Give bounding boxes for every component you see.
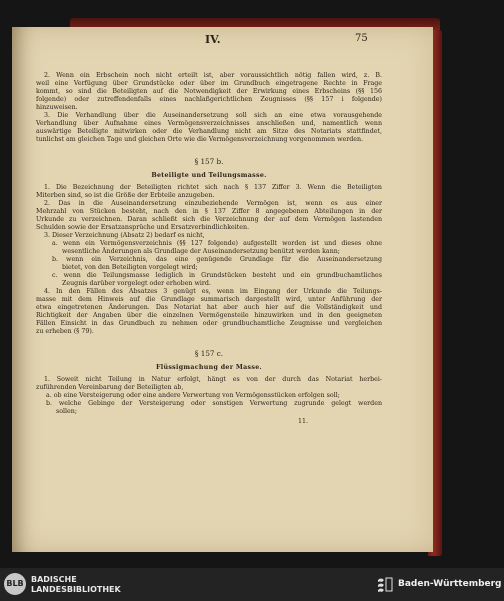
text-line: Schulden sowie der Ersatzansprüche und Ersatzverbindlichkeiten. xyxy=(36,224,250,231)
library-name-line-2: LANDESBIBLIOTHEK xyxy=(31,585,121,594)
text-line: c. wenn die Teilungsmasse lediglich in Grundstücken besteht und ein grundbuchamtliches xyxy=(52,272,382,279)
section-number: § 157 b. xyxy=(194,157,224,166)
text-line: Zeugnis darüber vorgelegt oder erhoben wird. xyxy=(62,280,211,287)
section-heading: Beteiligte und Teilungsmasse. xyxy=(151,172,267,179)
baden-wuerttemberg-lions-icon[interactable] xyxy=(376,576,394,593)
text-line: wesentliche Änderungen als Grundlage der Auseinandersetzung benützt werden kann; xyxy=(62,248,340,255)
section-heading: Flüssigmachung der Masse. xyxy=(156,364,262,371)
text-line: sollen; xyxy=(56,408,77,415)
text-line: 3. Dieser Verzeichnung (Absatz 2) bedarf es nicht, xyxy=(44,232,205,239)
text-line: b. wenn ein Verzeichnis, das eine genügende Grundlage für die Auseinandersetzung xyxy=(52,256,382,263)
text-line: 2. Wenn ein Erbschein noch nicht erteilt ist, aber voraussichtlich nötig fallen wird, z. B. xyxy=(44,72,382,79)
state-name[interactable]: Baden-Württemberg xyxy=(398,579,502,589)
text-line: 3. Die Verhandlung über die Auseinandersetzung soll sich an eine etwa vorausgehende xyxy=(44,112,382,119)
text-line: Fällen Einsicht in das Grundbuch zu nehmen oder grundbuchamtliche Zeugnisse und vergleichen xyxy=(36,320,382,327)
viewer-footer xyxy=(0,568,504,601)
text-line: etwa eingetretenen Änderungen. Das Notariat hat aber auch hier auf die Vollständigkeit und xyxy=(36,304,382,311)
text-line: masse mit dem Hinweis auf die Grundlage summarisch dargestellt wird, unter Anführung der xyxy=(36,296,382,303)
text-line: zuführenden Vereinbarung der Beteiligten ab, xyxy=(36,384,184,391)
text-line: Richtigkeit der Angaben über die einzelnen Vermögensteile hinzuwirken und in den geeigneten xyxy=(36,312,382,319)
blb-logo-icon[interactable]: BLB xyxy=(4,573,26,595)
text-line: a. ob eine Versteigerung oder eine andere Verwertung von Vermögensstücken erfolgen soll; xyxy=(46,392,340,399)
signature-mark: 11. xyxy=(298,418,309,425)
text-line: tunlichst am gleichen Tage und gleichen Orte wie die Vermögensverzeichnung vorgenommen werden. xyxy=(36,136,364,143)
text-line: b. welche Gebinge der Versteigerung oder sonstigen Verwertung zugrunde gelegt werden xyxy=(46,400,382,407)
book-page xyxy=(12,27,433,552)
text-line: Urkunde zu verzeichnen. Daran schließt sich die Verzeichnung der auf dem Vermögen lastenden xyxy=(36,216,382,223)
section-marker: IV. xyxy=(205,33,221,46)
text-line: 4. In den Fällen des Absatzes 3 genügt es, wenn im Eingang der Urkunde die Teilungs- xyxy=(44,288,382,295)
text-line: kommt, so sind die Beteiligten auf die Notwendigkeit der Erwirkung eines Erbscheins (§§ 156 xyxy=(36,88,382,95)
text-line: Mehrzahl von Stücken besteht, nach den in § 137 Ziffer 8 angegebenen Abteilungen in der xyxy=(36,208,382,215)
text-line: folgende) oder zutreffendenfalls eines nachlaßgerichtlichen Zeugnisses (§§ 157 i folgende) xyxy=(36,96,382,103)
text-line: weil eine Verfügung über Grundstücke oder über im Grundbuch eingetragene Rechte in Frage xyxy=(36,80,382,87)
text-line: bietet, von den Beteiligten vorgelegt wird; xyxy=(62,264,198,271)
library-name[interactable] xyxy=(31,575,121,595)
text-line: 1. Die Bezeichnung der Beteiligten richtet sich nach § 137 Ziffer 3. Wenn die Beteiligten xyxy=(44,184,382,191)
text-line: zu erheben (§ 79). xyxy=(36,328,94,335)
text-line: hinzuweisen. xyxy=(36,104,78,111)
page-number: 75 xyxy=(355,33,368,44)
section-number: § 157 c. xyxy=(194,349,224,358)
library-name-line-1: BADISCHE xyxy=(31,575,77,584)
text-line: Verhandlung über Aufnahme eines Vermögensverzeichnisses anschließen und, namentlich wenn xyxy=(36,120,382,127)
text-line: 1. Soweit nicht Teilung in Natur erfolgt, hängt es von der durch das Notariat herbei- xyxy=(44,376,382,383)
text-line: auswärtige Beteiligte mitwirken oder die Verhandlung nicht am Sitze des Notariats stattfindet, xyxy=(36,128,382,135)
text-line: Miterben sind, so ist die Größe der Erbteile anzugeben. xyxy=(36,192,215,199)
text-line: a. wenn ein Vermögensverzeichnis (§§ 127 folgende) aufgestellt worden ist und dieses ohne xyxy=(52,240,382,247)
text-line: 2. Das in die Auseinandersetzung einzubeziehende Vermögen ist, wenn es aus einer xyxy=(44,200,382,207)
